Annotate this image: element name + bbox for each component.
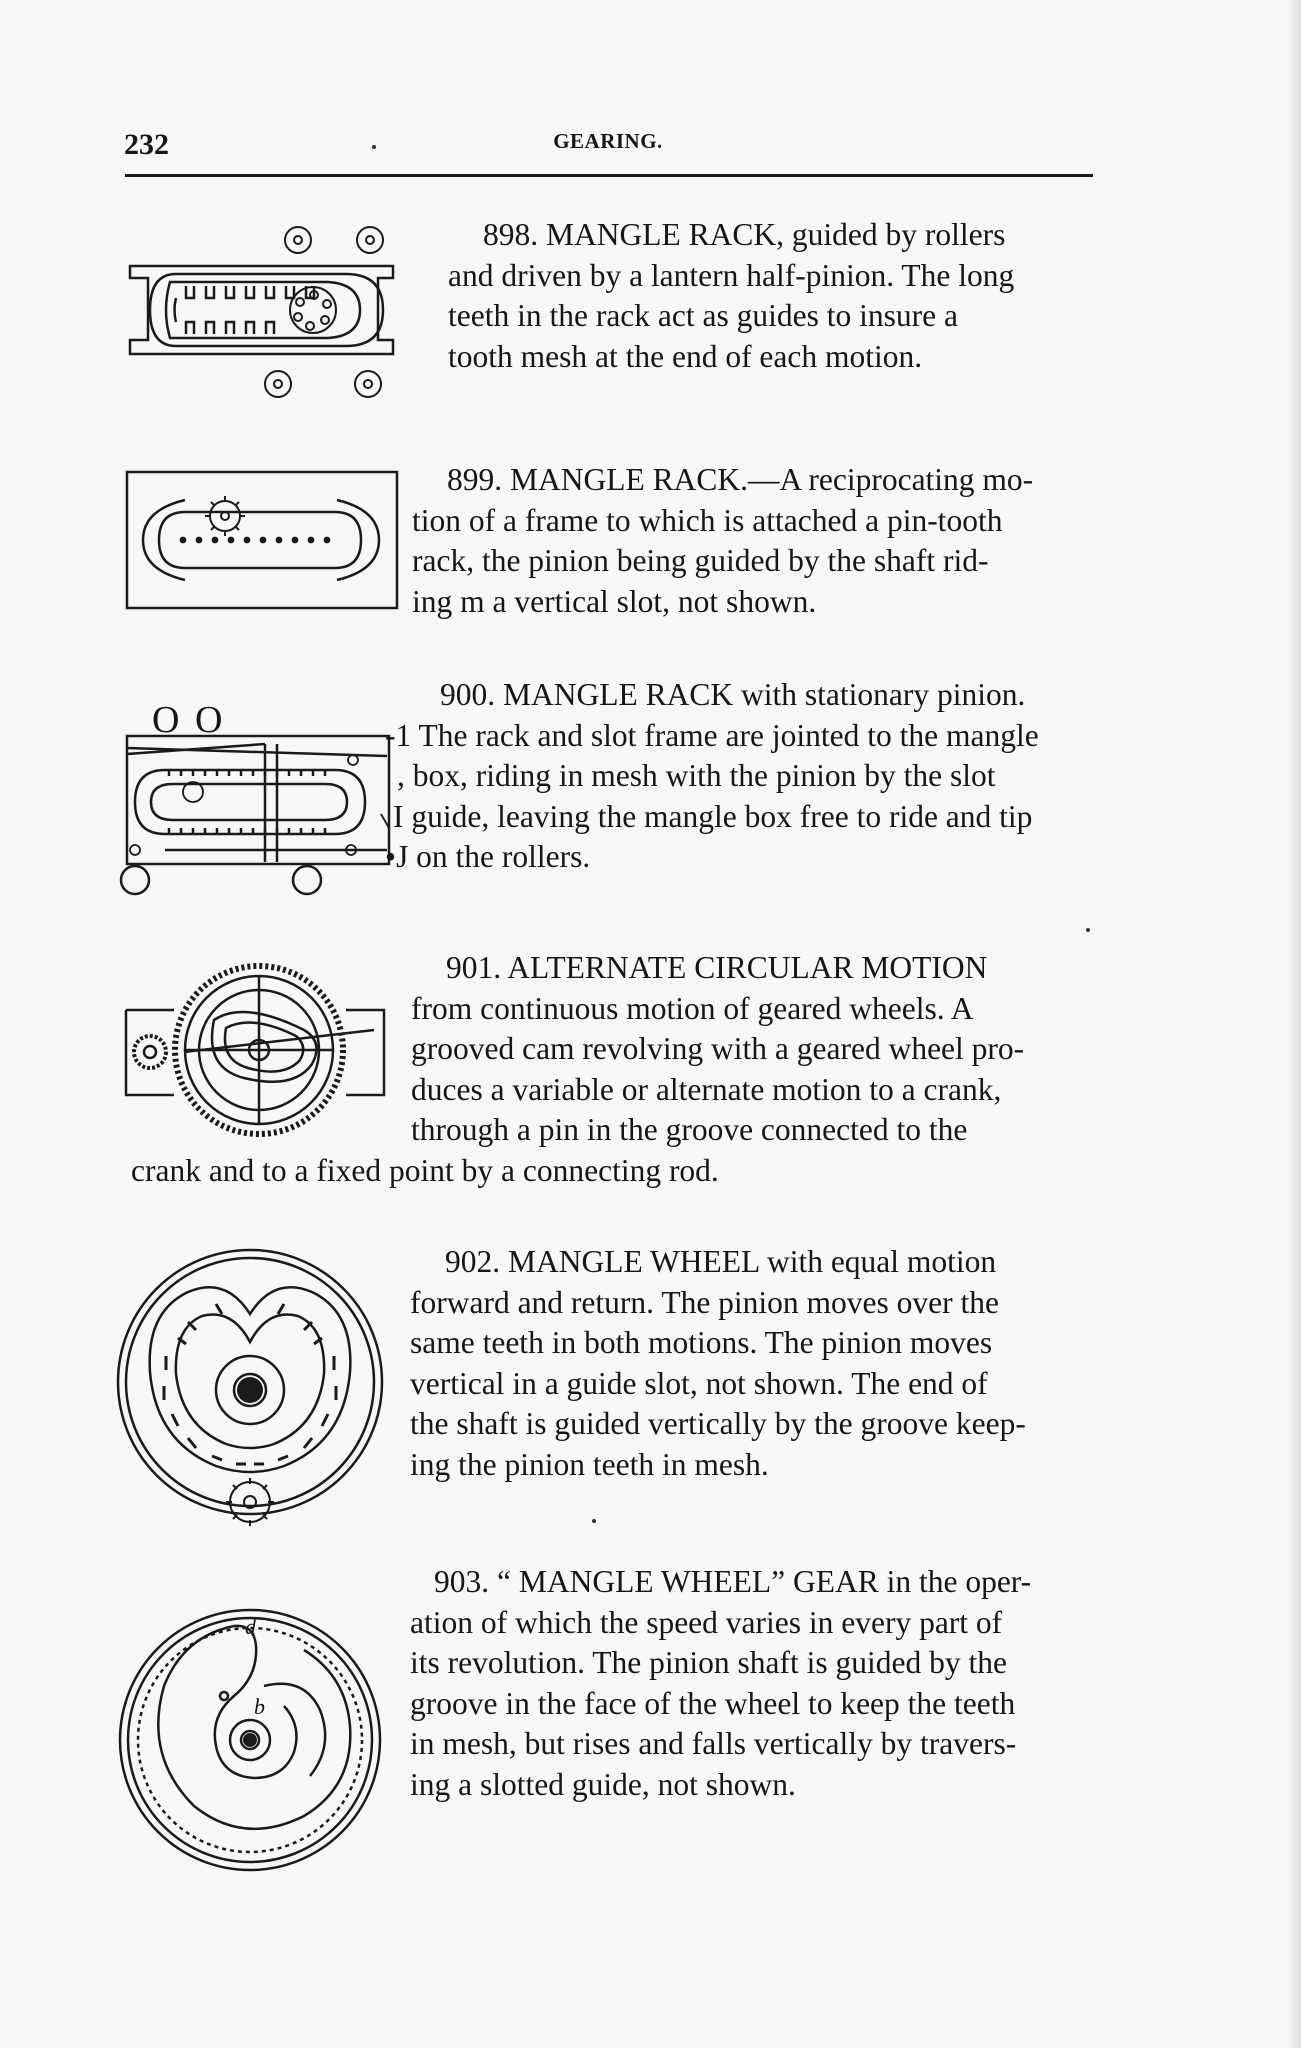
entry-902-text	[410, 1242, 1098, 1486]
entry-899-line: ing m a vertical slot, not shown.	[412, 583, 817, 619]
entry-899-text	[412, 460, 1093, 622]
entry-900-line: -1 The rack and slot frame are jointed to the mangle	[385, 717, 1039, 753]
figure-902-mangle-wheel	[116, 1252, 386, 1532]
entry-899-line: tion of a frame to which is attached a pin-tooth	[412, 502, 1003, 538]
entry-901-line: crank and to a fixed point by a connecting rod.	[131, 1153, 719, 1188]
entry-903-line: ation of which the speed varies in every part of	[410, 1604, 1003, 1640]
entry-902-line: vertical in a guide slot, not shown. The end of	[410, 1365, 988, 1401]
entry-902-line: the shaft is guided vertically by the groove keep-	[410, 1406, 1026, 1442]
figure-901-geared-cam	[124, 960, 396, 1140]
figure-903-mangle-wheel-gear	[114, 1606, 386, 1876]
entry-898-line: 898. MANGLE RACK, guided by rollers	[483, 217, 1006, 252]
entry-903-line: its revolution. The pinion shaft is guided by the	[410, 1645, 1007, 1681]
figure-898-mangle-rack	[128, 222, 403, 407]
entry-901-line: 901. ALTERNATE CIRCULAR MOTION	[446, 950, 988, 985]
entry-901-text	[411, 948, 1093, 1151]
entry-900-line: 900. MANGLE RACK with stationary pinion.	[440, 677, 1026, 712]
entry-898-line: and driven by a lantern half-pinion. The long	[448, 257, 1015, 293]
entry-901-line: from continuous motion of geared wheels. A	[411, 990, 974, 1026]
header-rule	[125, 174, 1093, 177]
entry-900-text	[385, 675, 1093, 878]
figure-899-mangle-rack	[125, 468, 400, 610]
entry-902-line: 902. MANGLE WHEEL with equal motion	[445, 1244, 997, 1279]
entry-901-line: through a pin in the groove connected to the	[411, 1112, 968, 1148]
entry-901-text-continued	[131, 1151, 1031, 1192]
entry-898-line: teeth in the rack act as guides to insure a	[448, 298, 958, 334]
entry-900-line: I guide, leaving the mangle box free to ride and tip	[393, 798, 1033, 834]
scan-speck	[372, 145, 376, 149]
scan-speck	[1086, 928, 1090, 932]
entry-900-line: , box, riding in mesh with the pinion by the slot	[397, 758, 996, 794]
entry-901-line: duces a variable or alternate motion to a crank,	[411, 1071, 1002, 1107]
entry-903-text	[410, 1562, 1098, 1806]
figure-903-label-d: d	[245, 1614, 256, 1639]
page-number: 232	[124, 128, 169, 161]
figure-900-label: O O	[152, 699, 226, 741]
entry-903-line: ing a slotted guide, not shown.	[410, 1766, 796, 1802]
entry-902-line: same teeth in both motions. The pinion moves	[410, 1325, 993, 1361]
entry-901-line: grooved cam revolving with a geared wheel pro-	[411, 1031, 1025, 1067]
entry-898-line: tooth mesh at the end of each motion.	[448, 338, 923, 374]
figure-900-mangle-rack	[125, 730, 395, 898]
entry-903-line: in mesh, but rises and falls vertically by travers-	[410, 1726, 1017, 1762]
entry-898-text	[448, 215, 1093, 377]
running-title: GEARING.	[553, 129, 663, 153]
page-edge-shadow	[1287, 0, 1301, 2048]
entry-899-line: 899. MANGLE RACK.—A reciprocating mo-	[447, 462, 1034, 497]
figure-903-label-b: b	[254, 1694, 265, 1719]
entry-903-line: groove in the face of the wheel to keep the teeth	[410, 1685, 1016, 1721]
entry-900-line: •J on the rollers.	[385, 839, 591, 875]
scan-speck	[592, 1519, 596, 1523]
entry-899-line: rack, the pinion being guided by the shaft rid-	[412, 543, 989, 579]
entry-902-line: ing the pinion teeth in mesh.	[410, 1446, 769, 1482]
entry-903-line: 903. “ MANGLE WHEEL” GEAR in the oper-	[434, 1564, 1032, 1599]
entry-902-line: forward and return. The pinion moves over the	[410, 1284, 999, 1320]
